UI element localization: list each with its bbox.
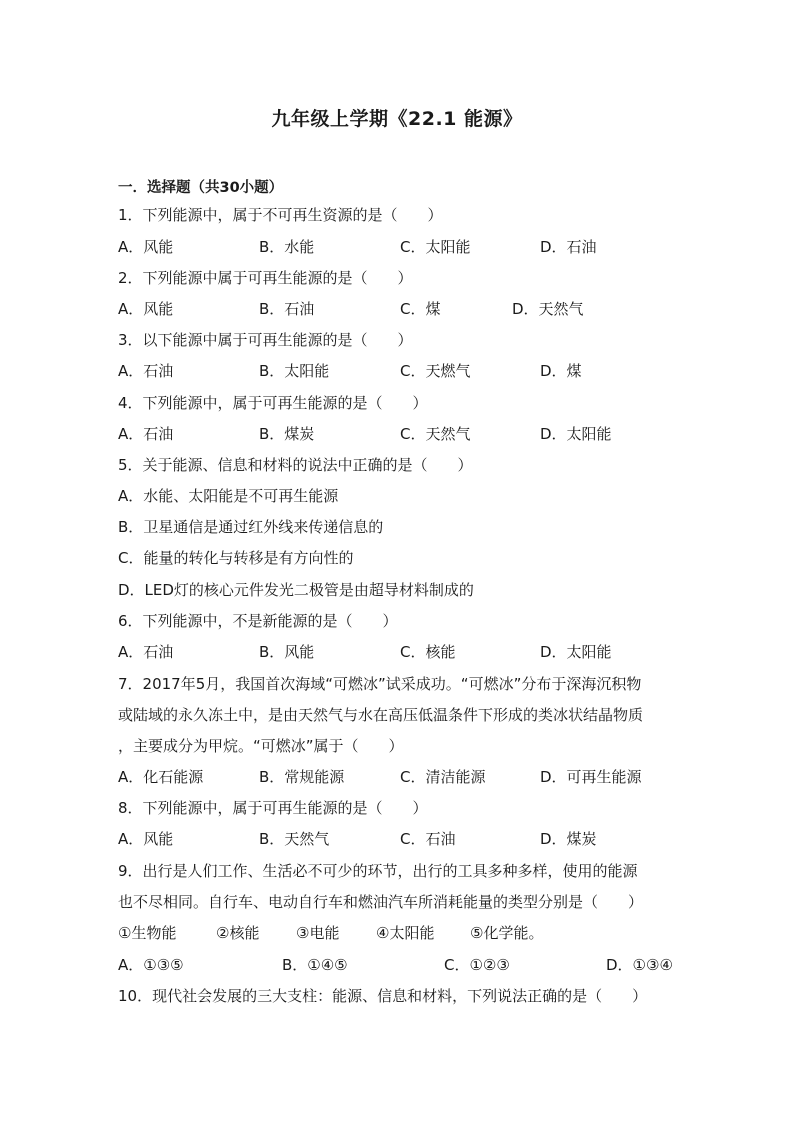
question-10-stem: 10．现代社会发展的三大支柱：能源、信息和材料，下列说法正确的是（ ） [118,987,648,1005]
question-4-option-b: B．煤炭 [259,425,315,443]
question-5-option-d: D．LED灯的核心元件发光二极管是由超导材料制成的 [118,581,474,599]
question-7-option-b: B．常规能源 [259,768,345,786]
question-9-option-b: B．①④⑤ [282,956,348,974]
question-4-option-c: C．天然气 [400,425,471,443]
question-9-item-5: ⑤化学能。 [470,924,544,942]
question-7-option-a: A．化石能源 [118,768,204,786]
question-6-option-c: C．核能 [400,643,456,661]
question-9-stem-line-2: 也不尽相同。自行车、电动自行车和燃油汽车所消耗能量的类型分别是（ ） [118,893,644,911]
question-8-stem: 8．下列能源中，属于可再生能源的是（ ） [118,799,428,817]
question-1-option-b: B．水能 [259,238,315,256]
question-2-option-c: C．煤 [400,300,441,318]
question-9-item-2: ②核能 [216,924,260,942]
question-4-option-a: A．石油 [118,425,174,443]
question-7-option-d: D．可再生能源 [540,768,642,786]
question-2-option-a: A．风能 [118,300,174,318]
page-title: 九年级上学期《22.1 能源》 [271,108,523,130]
question-5-option-c: C．能量的转化与转移是有方向性的 [118,549,354,567]
question-5-option-b: B．卫星通信是通过红外线来传递信息的 [118,518,384,536]
question-9-option-c: C．①②③ [444,956,510,974]
question-9-stem-line-1: 9．出行是人们工作、生活必不可少的环节，出行的工具多种多样，使用的能源 [118,862,638,880]
question-7-stem-line-1: 7．2017年5月，我国首次海域“可燃冰”试采成功。“可燃冰”分布于深海沉积物 [118,675,642,693]
question-3-option-b: B．太阳能 [259,362,330,380]
question-4-option-d: D．太阳能 [540,425,612,443]
section-heading: 一．选择题（共30小题） [118,180,284,196]
question-3-option-c: C．天燃气 [400,362,471,380]
question-1-stem: 1．下列能源中，属于不可再生资源的是（ ） [118,206,443,224]
question-1-option-c: C．太阳能 [400,238,471,256]
question-9-item-1: ①生物能 [118,924,177,942]
question-1-option-a: A．风能 [118,238,174,256]
question-6-option-d: D．太阳能 [540,643,612,661]
question-7-option-c: C．清洁能源 [400,768,486,786]
question-1-option-d: D．石油 [540,238,597,256]
question-7-stem-line-2: 或陆域的永久冻土中，是由天然气与水在高压低温条件下形成的类冰状结晶物质 [118,706,644,724]
question-9-item-4: ④太阳能 [376,924,435,942]
question-2-stem: 2．下列能源中属于可再生能源的是（ ） [118,269,413,287]
question-3-option-d: D．煤 [540,362,582,380]
question-6-option-a: A．石油 [118,643,174,661]
question-5-option-a: A．水能、太阳能是不可再生能源 [118,487,339,505]
question-7-stem-line-3: ，主要成分为甲烷。“可燃冰”属于（ ） [118,737,404,755]
question-2-option-b: B．石油 [259,300,315,318]
question-5-stem: 5．关于能源、信息和材料的说法中正确的是（ ） [118,456,473,474]
question-3-option-a: A．石油 [118,362,174,380]
question-3-stem: 3．以下能源中属于可再生能源的是（ ） [118,331,413,349]
question-9-item-3: ③电能 [296,924,340,942]
question-9-option-a: A．①③⑤ [118,956,184,974]
question-6-option-b: B．风能 [259,643,315,661]
question-2-option-d: D．天然气 [512,300,584,318]
question-8-option-b: B．天然气 [259,830,330,848]
question-8-option-a: A．风能 [118,830,174,848]
question-9-option-d: D．①③④ [606,956,673,974]
question-6-stem: 6．下列能源中，不是新能源的是（ ） [118,612,398,630]
question-8-option-c: C．石油 [400,830,456,848]
question-4-stem: 4．下列能源中，属于可再生能源的是（ ） [118,394,428,412]
question-8-option-d: D．煤炭 [540,830,597,848]
